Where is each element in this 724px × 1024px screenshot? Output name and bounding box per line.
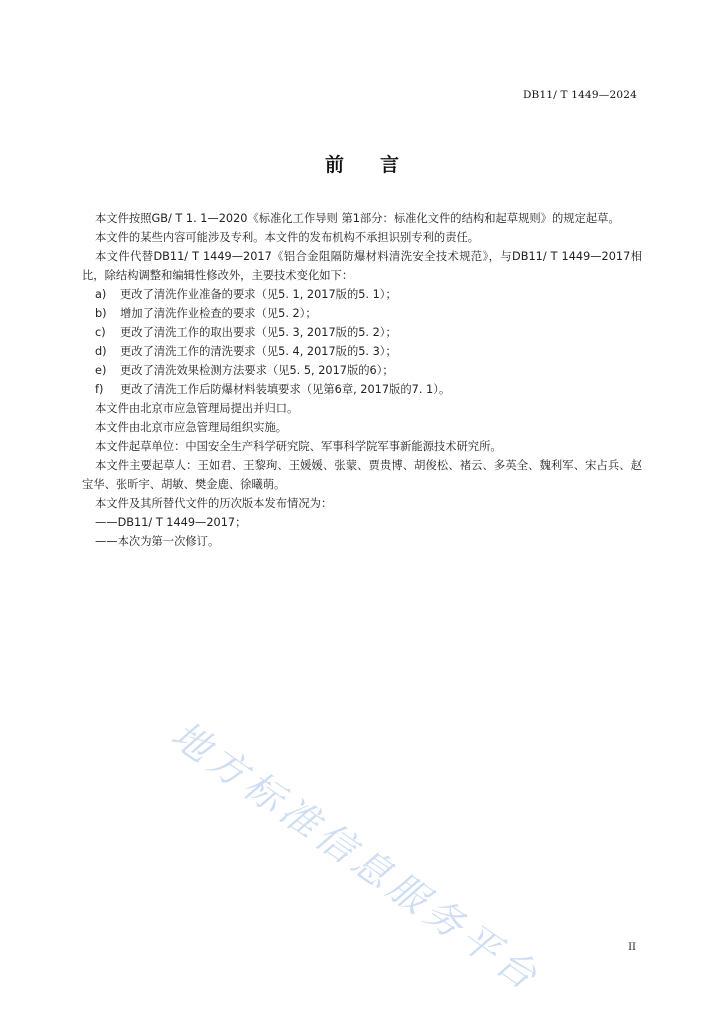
list-marker: c)	[95, 326, 106, 339]
list-marker: d)	[95, 345, 107, 358]
paragraph-drafting-units: 本文件起草单位：中国安全生产科学研究院、军事科学院军事新能源技术研究所。	[95, 440, 502, 453]
page-title: 前言	[324, 154, 435, 176]
paragraph-drafting-rules: 本文件按照GB/ T 1. 1—2020《标准化工作导则 第1部分：标准化文件的结构和起草规则》的规定起草。	[95, 212, 620, 225]
list-item-text: 更改了清洗工作的取出要求（见5. 3, 2017版的5. 2）；	[120, 326, 397, 339]
list-item	[82, 323, 642, 342]
list-item	[82, 380, 642, 399]
list-item-text: 更改了清洗效果检测方法要求（见5. 5, 2017版的6）；	[120, 364, 394, 377]
paragraph-replacement: 本文件代替DB11/ T 1449—2017《铝合金阻隔防爆材料清洗安全技术规范》，与DB11/ T 1449—2017相比，除结构调整和编辑性修改外，主要技术变化如下：	[82, 250, 642, 282]
standard-code-header: DB11/ T 1449—2024	[522, 89, 637, 101]
list-item	[82, 342, 642, 361]
list-marker: f)	[95, 383, 104, 396]
paragraph-proposer: 本文件由北京市应急管理局提出并归口。	[95, 402, 299, 415]
history-item: ——DB11/ T 1449—2017；	[95, 516, 247, 529]
list-marker: a)	[95, 288, 107, 301]
page-number: II	[628, 942, 636, 953]
foreword-body	[82, 209, 642, 551]
list-item-text: 增加了清洗作业检查的要求（见5. 2）；	[120, 307, 317, 320]
list-item-text: 更改了清洗作业准备的要求（见5. 1, 2017版的5. 1）；	[120, 288, 397, 301]
history-list	[82, 513, 642, 551]
paragraph-organizer: 本文件由北京市应急管理局组织实施。	[95, 421, 288, 434]
paragraph-history-intro: 本文件及其所替代文件的历次版本发布情况为：	[95, 497, 333, 510]
changes-list	[82, 285, 642, 399]
list-item	[82, 361, 642, 380]
list-item-text: 更改了清洗工作的清洗要求（见5. 4, 2017版的5. 3）；	[120, 345, 397, 358]
paragraph-patent-notice: 本文件的某些内容可能涉及专利。本文件的发布机构不承担识别专利的责任。	[95, 231, 480, 244]
list-item	[82, 285, 642, 304]
paragraph-drafters: 本文件主要起草人：王如君、王黎珣、王媛媛、张蒙、贾贵博、胡俊松、褚云、多英全、魏利军、宋占兵、赵宝华、张昕宇、胡敏、樊金鹿、徐曦萌。	[82, 459, 642, 491]
history-item: ——本次为第一次修订。	[95, 535, 220, 548]
list-marker: b)	[95, 307, 107, 320]
list-item-text: 更改了清洗工作后防爆材料装填要求（见第6章, 2017版的7. 1）。	[120, 383, 451, 396]
list-marker: e)	[95, 364, 107, 377]
list-item	[82, 304, 642, 323]
watermark: 地方标准信息服务平台	[163, 712, 550, 1001]
